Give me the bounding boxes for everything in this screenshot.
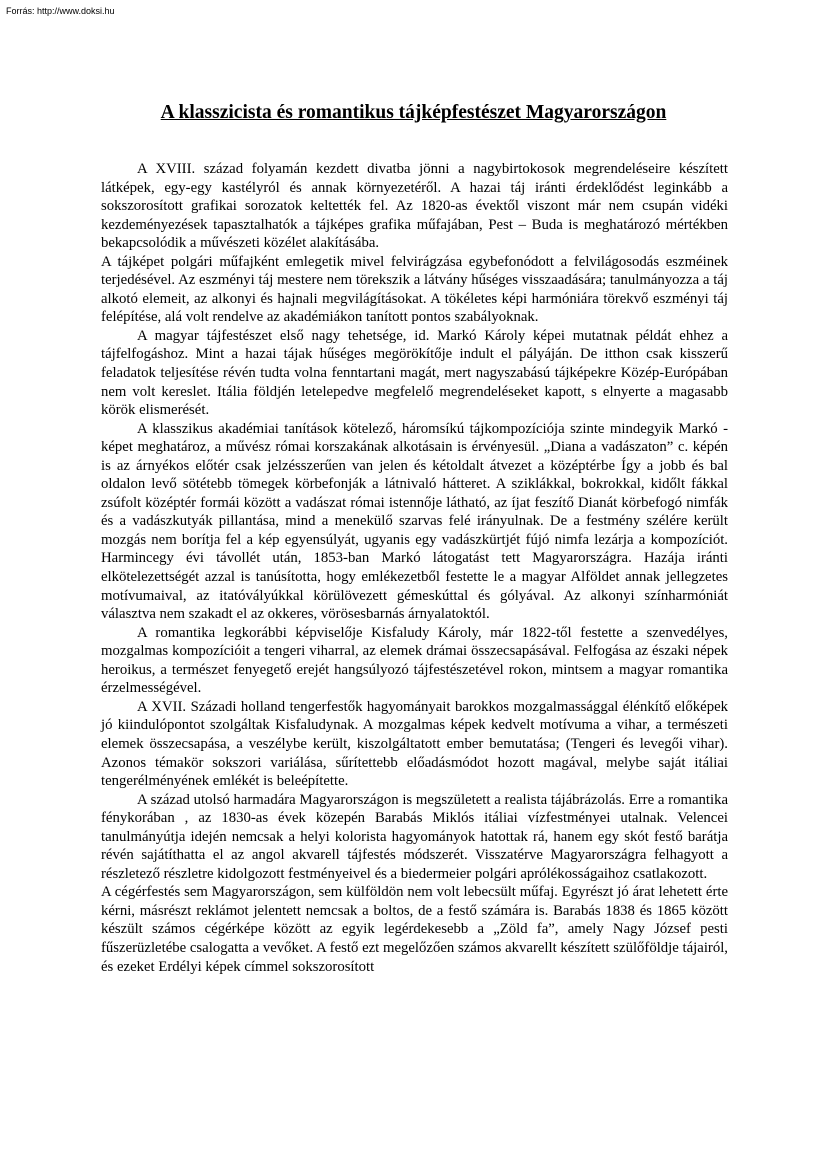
paragraph: A XVII. Századi holland tengerfestők hagyományait barokkos mozgalmassággal élénkítő előképek jó kiindulópontot szolgáltak Kisfaludynak. A mozgalmas képek kedvelt motívuma a vihar, a természeti elemek összecsapása, a veszélybe került, kiszolgáltatott ember bemutatása; (Tengeri és levegői vihar). Azonos témakör sokszori variálása, sűrítettebb előadásmódot hozott magával, melybe saját itáliai tengerélményének emlékét is beleépítette.	[101, 698, 728, 790]
source-line: Forrás: http://www.doksi.hu	[6, 6, 115, 16]
paragraph: A tájképet polgári műfajként emlegetik mivel felvirágzása egybefonódott a felvilágosodás eszméinek terjedésével. Az eszményi táj mestere nem törekszik a látvány hűséges visszaadására; tanulmányozza a táj alkotó elemeit, az alkonyi és hajnali megvilágításokat. A tökéletes képi harmóniára törekvő eszményi táj felépítése, alá volt rendelve az akadémiákon tanított pontos szabályoknak.	[101, 253, 728, 326]
paragraph: A XVIII. század folyamán kezdett divatba jönni a nagybirtokosok megrendeléseire készített látképek, egy-egy kastélyról és annak környezetéről. A hazai táj iránti érdeklődést leginkább a sokszorosított grafikai sorozatok keltették fel. Az 1820-as évektől viszont már nem csupán vidéki kezdeményezések tapasztalhatók a tájképes grafika műfajában, Pest – Buda is meghatározó mértékben bekapcsolódik a művészeti közélet alakításába.	[101, 161, 728, 252]
document-body	[101, 160, 728, 976]
document-title: A klasszicista és romantikus tájképfestészet Magyarországon	[160, 102, 667, 123]
paragraph: A magyar tájfestészet első nagy tehetsége, id. Markó Károly képei mutatnak példát ehhez a tájfelfogáshoz. Mint a hazai tájak hűséges megörökítője indult el pályáján. De itthon csak kisszerű feladatok teljesítése révén tudta volna fenntartani magát, mert nagyszabású tájképekre Közép-Európában nem volt kereslet. Itália földjén letelepedve megfelelő megrendeléseket kapott, s elnyerte a magasabb körök elismerését.	[101, 327, 728, 419]
paragraph: A század utolsó harmadára Magyarországon is megszületett a realista tájábrázolás. Erre a romantika fénykorában , az 1830-as évek közepén Barabás Miklós itáliai vízfestményei utalnak. Velencei tanulmányútja idején nemcsak a helyi kolorista hagyományok hatottak rá, hanem egy skót festő barátja révén sajátíthatta el az angol akvarell tájfestés módszerét. Visszatérve Magyarországra felhagyott a részletező részletre kidolgozott festményeivel és a biedermeier polgári aprólékosságaihoz csatlakozott.	[101, 791, 728, 882]
paragraph: A cégérfestés sem Magyarországon, sem külföldön nem volt lebecsült műfaj. Egyrészt jó árat lehetett érte kérni, másrészt reklámot jelentett nemcsak a boltos, de a festő számára is. Barabás 1838 és 1865 között készült számos cégérképe között az egyik legérdekesebb a „Zöld fa”, amely Nagy József pesti fűszerüzletébe csalogatta a vevőket. A festő ezt megelőzően számos akvarellt készített szülőföldje tájairól, és ezeket Erdélyi képek címmel sokszorosított	[101, 884, 728, 975]
paragraph: A klasszikus akadémiai tanítások kötelező, háromsíkú tájkompozíciója szinte mindegyik Markó - képet meghatároz, a művész római korszakának alkotásain is érvényesül. „Diana a vadászaton” c. képén is az árnyékos előtér csak jelzésszerűen van jelen és kétoldalt átvezet a középtérbe Így a jobb és bal oldalon levő sötétebb tömegek körbefonják a látnivaló hátteret. A sziklákkal, bokrokkal, kidőlt fákkal zsúfolt középtér formái között a vadászat római istennője látható, az íjat feszítő Dianát körbefogó nimfák és a vadászkutyák pillantása, mind a menekülő szarvas felé irányulnak. De a festmény szélére került mozgás nem borítja fel a kép egyensúlyát, ugyanis egy vadászkürtjét fújó nimfa lezárja a kompozíciót. Harmincegy évi távollét után, 1853-ban Markó látogatást tett Magyarországra. Hazája iránti elkötelezettségét azzal is tanúsította, hogy emlékezetből festette le a magyar Alföldet annak jellegzetes motívumaival, az itatóvályúkkal körülövezett gémeskúttal és gólyával. Az alkonyi színharmóniát választva nem szakadt el az okkeres, vörösesbarnás árnyalatoktól.	[101, 420, 728, 623]
paragraph: A romantika legkorábbi képviselője Kisfaludy Károly, már 1822-től festette a szenvedélyes, mozgalmas kompozícióit a tengeri viharral, az elemek drámai összecsapásával. Felfogása az északi népek heroikus, a természet fenyegető erejét hangsúlyozó tájfestészetével rokon, mintsem a magyar romantika érzelmességével.	[101, 624, 728, 697]
